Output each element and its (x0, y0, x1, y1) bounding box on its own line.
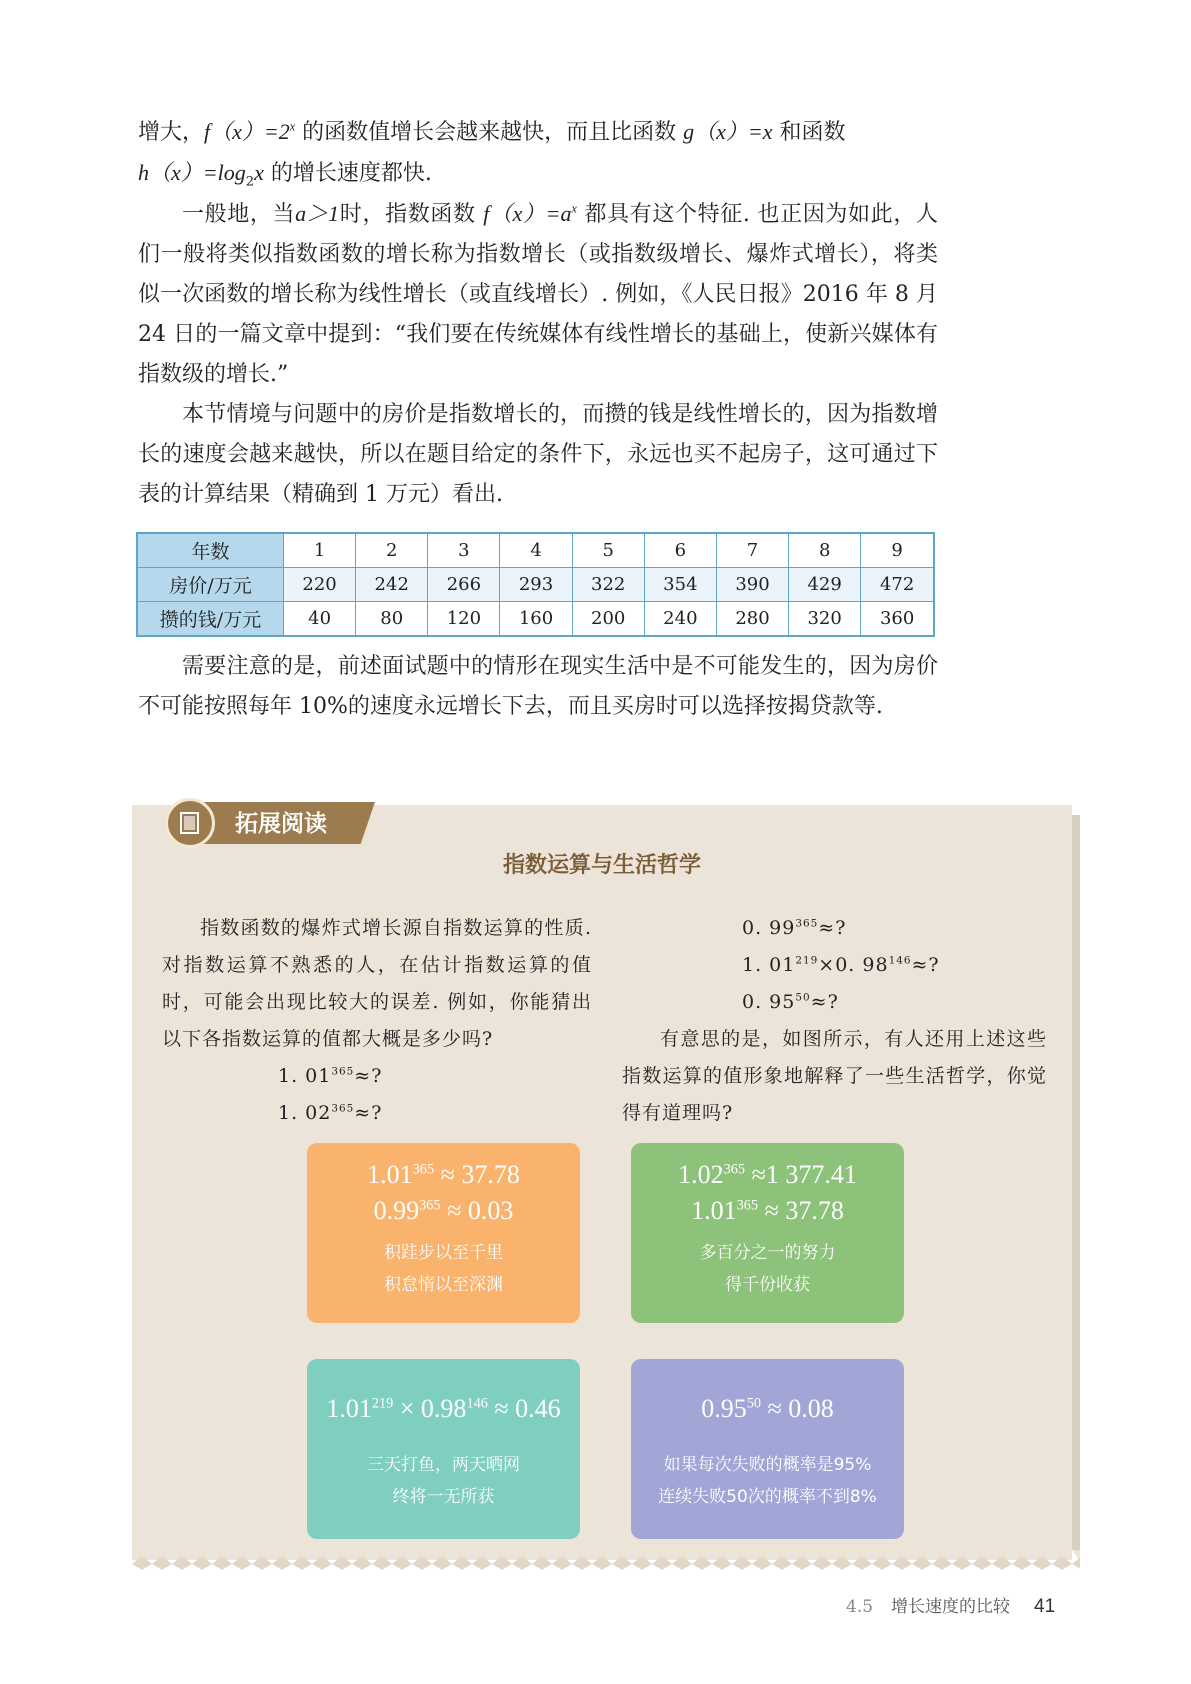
table-cell: 360 (861, 602, 934, 637)
table-cell: 322 (572, 568, 644, 602)
card-caption: 积跬步以至千里 (384, 1243, 503, 1263)
extended-reading-badge (165, 798, 380, 848)
card-caption: 积怠惰以至深渊 (384, 1275, 503, 1295)
table-cell: 293 (500, 568, 572, 602)
table-cell: 266 (428, 568, 500, 602)
card-formula: $1.01^{219} \times 0.98^{146} \approx 0.46$ (326, 1394, 561, 1423)
table-row (137, 533, 934, 568)
philosophy-card-green (631, 1143, 904, 1323)
expression: 0. $95^{50}\approx$? (742, 991, 839, 1013)
card-formula: $1.02^{365} \approx 1$ 377.41 (678, 1160, 857, 1189)
page-footer (846, 1592, 1055, 1618)
table-cell: 472 (861, 568, 934, 602)
table-cell: 354 (644, 568, 716, 602)
table-cell: 5 (572, 533, 644, 568)
card-caption: 连续失败50次的概率不到8% (658, 1487, 877, 1507)
expression: 1. $01^{219}\times 0$. $98^{146}\approx$? (742, 954, 940, 976)
philosophy-card-orange (307, 1143, 580, 1323)
reading-title: 指数运算与生活哲学 (502, 853, 701, 878)
reading-paragraph: 有意思的是，如图所示，有人还用上述这些指数运算的值形象地解释了一些生活哲学，你觉得有道理吗? (622, 1028, 1047, 1124)
main-text (138, 112, 938, 515)
book-icon (165, 798, 215, 848)
table-cell: 7 (716, 533, 788, 568)
section-number: 4.5 (846, 1597, 874, 1617)
badge-label: 拓展阅读 (235, 811, 327, 837)
card-caption: 如果每次失败的概率是95% (663, 1455, 872, 1475)
expression: 1. $01^{365}\approx$? (278, 1065, 383, 1087)
table-cell: 3 (428, 533, 500, 568)
row-header: 攒的钱/万元 (137, 602, 284, 637)
page-number: 41 (1034, 1596, 1056, 1617)
reading-paragraph: 指数函数的爆炸式增长源自指数运算的性质. 对指数运算不熟悉的人，在估计指数运算的值时，可能会出现比较大的误差. 例如，你能猜出以下各指数运算的值都大概是多少吗? (162, 917, 592, 1050)
reading-left-column (162, 910, 592, 1132)
expression: 0. $99^{365}\approx$? (742, 917, 847, 939)
table-cell: 2 (356, 533, 428, 568)
table-row (137, 602, 934, 637)
table-row (137, 568, 934, 602)
card-caption: 多百分之一的努力 (699, 1243, 836, 1263)
card-formula: $0.99^{365} \approx 0.03$ (373, 1196, 514, 1225)
section-title: 增长速度的比较 (891, 1597, 1011, 1617)
zigzag-border (132, 1550, 1080, 1570)
card-formula: $1.01^{365} \approx 37.78$ (367, 1160, 520, 1189)
table-cell: 320 (789, 602, 861, 637)
table-cell: 280 (716, 602, 788, 637)
reading-right-column (622, 910, 1047, 1132)
paragraph-4: 需要注意的是，前述面试题中的情形在现实生活中是不可能发生的，因为房价不可能按照每年 10%的速度永远增长下去，而且买房时可以选择按揭贷款等. (138, 654, 938, 719)
card-caption: 三天打鱼，两天晒网 (367, 1455, 520, 1475)
table-cell: 242 (356, 568, 428, 602)
table-cell: 8 (789, 533, 861, 568)
table-cell: 240 (644, 602, 716, 637)
philosophy-card-purple (631, 1359, 904, 1539)
card-caption: 得千份收获 (725, 1275, 810, 1295)
table-cell: 220 (284, 568, 356, 602)
after-table-text (138, 647, 938, 727)
paragraph-2: 一般地，当a＞1时，指数函数 $f(x)=a^x$ 都具有这个特征. 也正因为如此，人们一般将类似指数函数的增长称为指数增长（或指数级增长、爆炸式增长），将类似一次函数的增长称为线性增长（或直线增长）. 例如，《人民日报》2016 年 8 月 24 日的一篇文章中提到：“我们要在传统媒体有线性增长的基础上，使新兴媒体有指数级的增长.” (138, 201, 938, 387)
card-formula: $0.95^{50} \approx 0.08$ (701, 1394, 834, 1423)
paragraph-1: 增大，$f(x)=2^x$ 的函数值增长会越来越快，而且比函数 g（x）=x 和函数 $h(x)=\log_2x$ 的增长速度都快. (138, 119, 846, 190)
table-cell: 390 (716, 568, 788, 602)
card-caption: 终将一无所获 (392, 1487, 495, 1507)
table-cell: 200 (572, 602, 644, 637)
table-cell: 6 (644, 533, 716, 568)
row-header: 年数 (137, 533, 284, 568)
table-cell: 160 (500, 602, 572, 637)
table-cell: 40 (284, 602, 356, 637)
philosophy-card-teal (307, 1359, 580, 1539)
table-cell: 4 (500, 533, 572, 568)
table-cell: 9 (861, 533, 934, 568)
table-cell: 1 (284, 533, 356, 568)
paragraph-3: 本节情境与问题中的房价是指数增长的，而攒的钱是线性增长的，因为指数增长的速度会越来越快，所以在题目给定的条件下，永远也买不起房子，这可通过下表的计算结果（精确到 1 万元）看出. (138, 402, 938, 507)
card-formula: $1.01^{365} \approx 37.78$ (691, 1196, 844, 1225)
box-shadow (1072, 815, 1080, 1550)
data-table (136, 532, 935, 637)
table-cell: 429 (789, 568, 861, 602)
row-header: 房价/万元 (137, 568, 284, 602)
table-cell: 120 (428, 602, 500, 637)
expression: 1. $02^{365}\approx$? (278, 1102, 383, 1124)
table-cell: 80 (356, 602, 428, 637)
